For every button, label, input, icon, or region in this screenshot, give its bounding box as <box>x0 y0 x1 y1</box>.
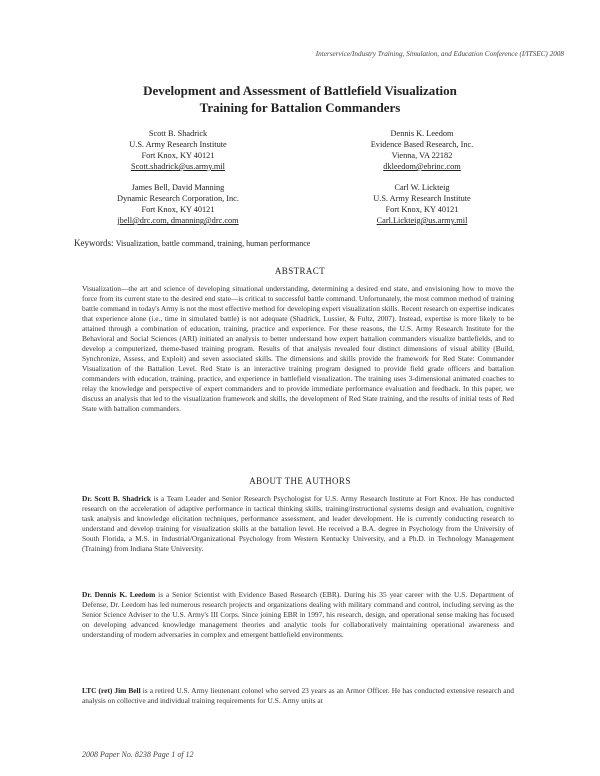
author-email[interactable]: Scott.shadrick@us.army.mil <box>131 162 225 171</box>
author-org: Evidence Based Research, Inc. <box>370 140 474 149</box>
abstract-text: Visualization—the art and science of developing situational understanding, determining a desired end state, and envisioning how to move the force from its current state to the desired end state—is critical to successful battle command. Unfortunately, the most common method of training battle command in today's Army is not the most effective method for developing expert visualization skills. Recent research on expertise indicates that experience alone (i.e., time in simulated battle) is not adequate (Shadrick, Lussier, & Fultz, 2007). Instead, expertise is more likely to be attained through a combination of education, training, practice and experience. For these reasons, the U.S. Army Research Institute for the Behavioral and Social Sciences (ARI) initiated an analysis to better understand how expert battalion commanders visualize battlefields, and to develop a computerized, theme-based training program. Results of that analysis revealed four distinct dimensions of visual ability (Build, Synchronize, Assess, and Exploit) and seven associated skills. The dimensions and skills provide the framework for Red State: Commander Visualization of the Battalion Level. Red State is an interactive training program designed to provide field grade officers and battalion commanders with education, training, practice, and experience in battlefield visualization. The training uses 3-dimensional animated coaches to relay the knowledge and perspective of expert commanders and to provide immediate performance evaluation and feedback. In this paper, we discuss an analysis that led to the visualization framework and skills, the development of Red State training, and the results of initial tests of Red State with battalion commanders. <box>82 284 514 413</box>
author-email[interactable]: jbell@drc.com, dmanning@drc.com <box>117 216 239 225</box>
author-block-bell-manning <box>78 182 278 226</box>
bio-text: is a Senior Scientist with Evidence Based Research (EBR). During his 35 year career with the U.S. Department of Defense, Dr. Leedom has led numerous research projects and organizations dealing with military command and control, including serving as the Senior Science Adviser to the U.S. Army's III Corps. Since joining EBR in 1997, his research, design, and operational sense making has focused on developing advanced knowledge management theories and analytic tools for collaboratively maintaining operational awareness and understanding of modern adversaries in complex and emergent battlefield environments. <box>82 590 514 639</box>
keywords-line <box>74 238 310 248</box>
author-org: Dynamic Research Corporation, Inc. <box>117 194 239 203</box>
author-block-lickteig <box>322 182 522 226</box>
author-city: Fort Knox, KY 40121 <box>385 205 459 214</box>
title-line-1: Development and Assessment of Battlefield Visualization <box>143 83 457 98</box>
bio-text: is a Team Leader and Senior Research Psychologist for U.S. Army Research Institute at Fort Knox. He has conducted research on the acceleration of adaptive performance in tactical thinking skills, training/instructional systems design and evaluation, cognitive task analysis and knowledge elicitation techniques, performance assessment, and leader development. He is currently conducting research to understand and develop training for visualization skills at the battalion level. He received a B.A. degree in Psychology from the University of South Florida, a M.S. in Industrial/Organizational Psychology from Western Kentucky University, and a Ph.D. in Technology Management (Training) from Indiana State University. <box>82 494 514 553</box>
keywords-label: Keywords: <box>74 238 114 248</box>
page-footer: 2008 Paper No. 8238 Page 1 of 12 <box>82 750 194 759</box>
bio-name: Dr. Scott B. Shadrick <box>82 494 151 503</box>
author-city: Vienna, VA 22182 <box>391 151 453 160</box>
author-name: James Bell, David Manning <box>131 183 225 192</box>
author-org: U.S. Army Research Institute <box>129 140 227 149</box>
running-header: Interservice/Industry Training, Simulation, and Education Conference (I/ITSEC) 2008 <box>315 50 564 58</box>
about-authors-heading: ABOUT THE AUTHORS <box>249 476 351 486</box>
author-org: U.S. Army Research Institute <box>373 194 471 203</box>
author-name: Dennis K. Leedom <box>390 129 454 138</box>
bio-text: is a retired U.S. Army lieutenant colonel who served 23 years as an Armor Officer. He has conducted extensive research and analysis on collective and individual training requirements for U.S. Army units at <box>82 686 514 705</box>
bio-bell <box>82 686 514 706</box>
author-name: Scott B. Shadrick <box>148 129 208 138</box>
keywords-text: Visualization, battle command, training, human performance <box>115 239 311 248</box>
bio-leedom <box>82 590 514 640</box>
author-block-shadrick <box>78 128 278 172</box>
author-name: Carl W. Lickteig <box>394 183 450 192</box>
bio-shadrick <box>82 494 514 554</box>
author-city: Fort Knox, KY 40121 <box>141 151 215 160</box>
abstract-heading: ABSTRACT <box>274 266 326 276</box>
author-email[interactable]: dkleedom@ebrinc.com <box>383 162 461 171</box>
bio-name: LTC (ret) Jim Bell <box>82 686 141 695</box>
author-email[interactable]: Carl.Lickteig@us.army.mil <box>376 216 468 225</box>
paper-title <box>0 82 600 116</box>
author-city: Fort Knox, KY 40121 <box>141 205 215 214</box>
bio-name: Dr. Dennis K. Leedom <box>82 590 156 599</box>
author-block-leedom <box>322 128 522 172</box>
title-line-2: Training for Battalion Commanders <box>199 100 401 115</box>
